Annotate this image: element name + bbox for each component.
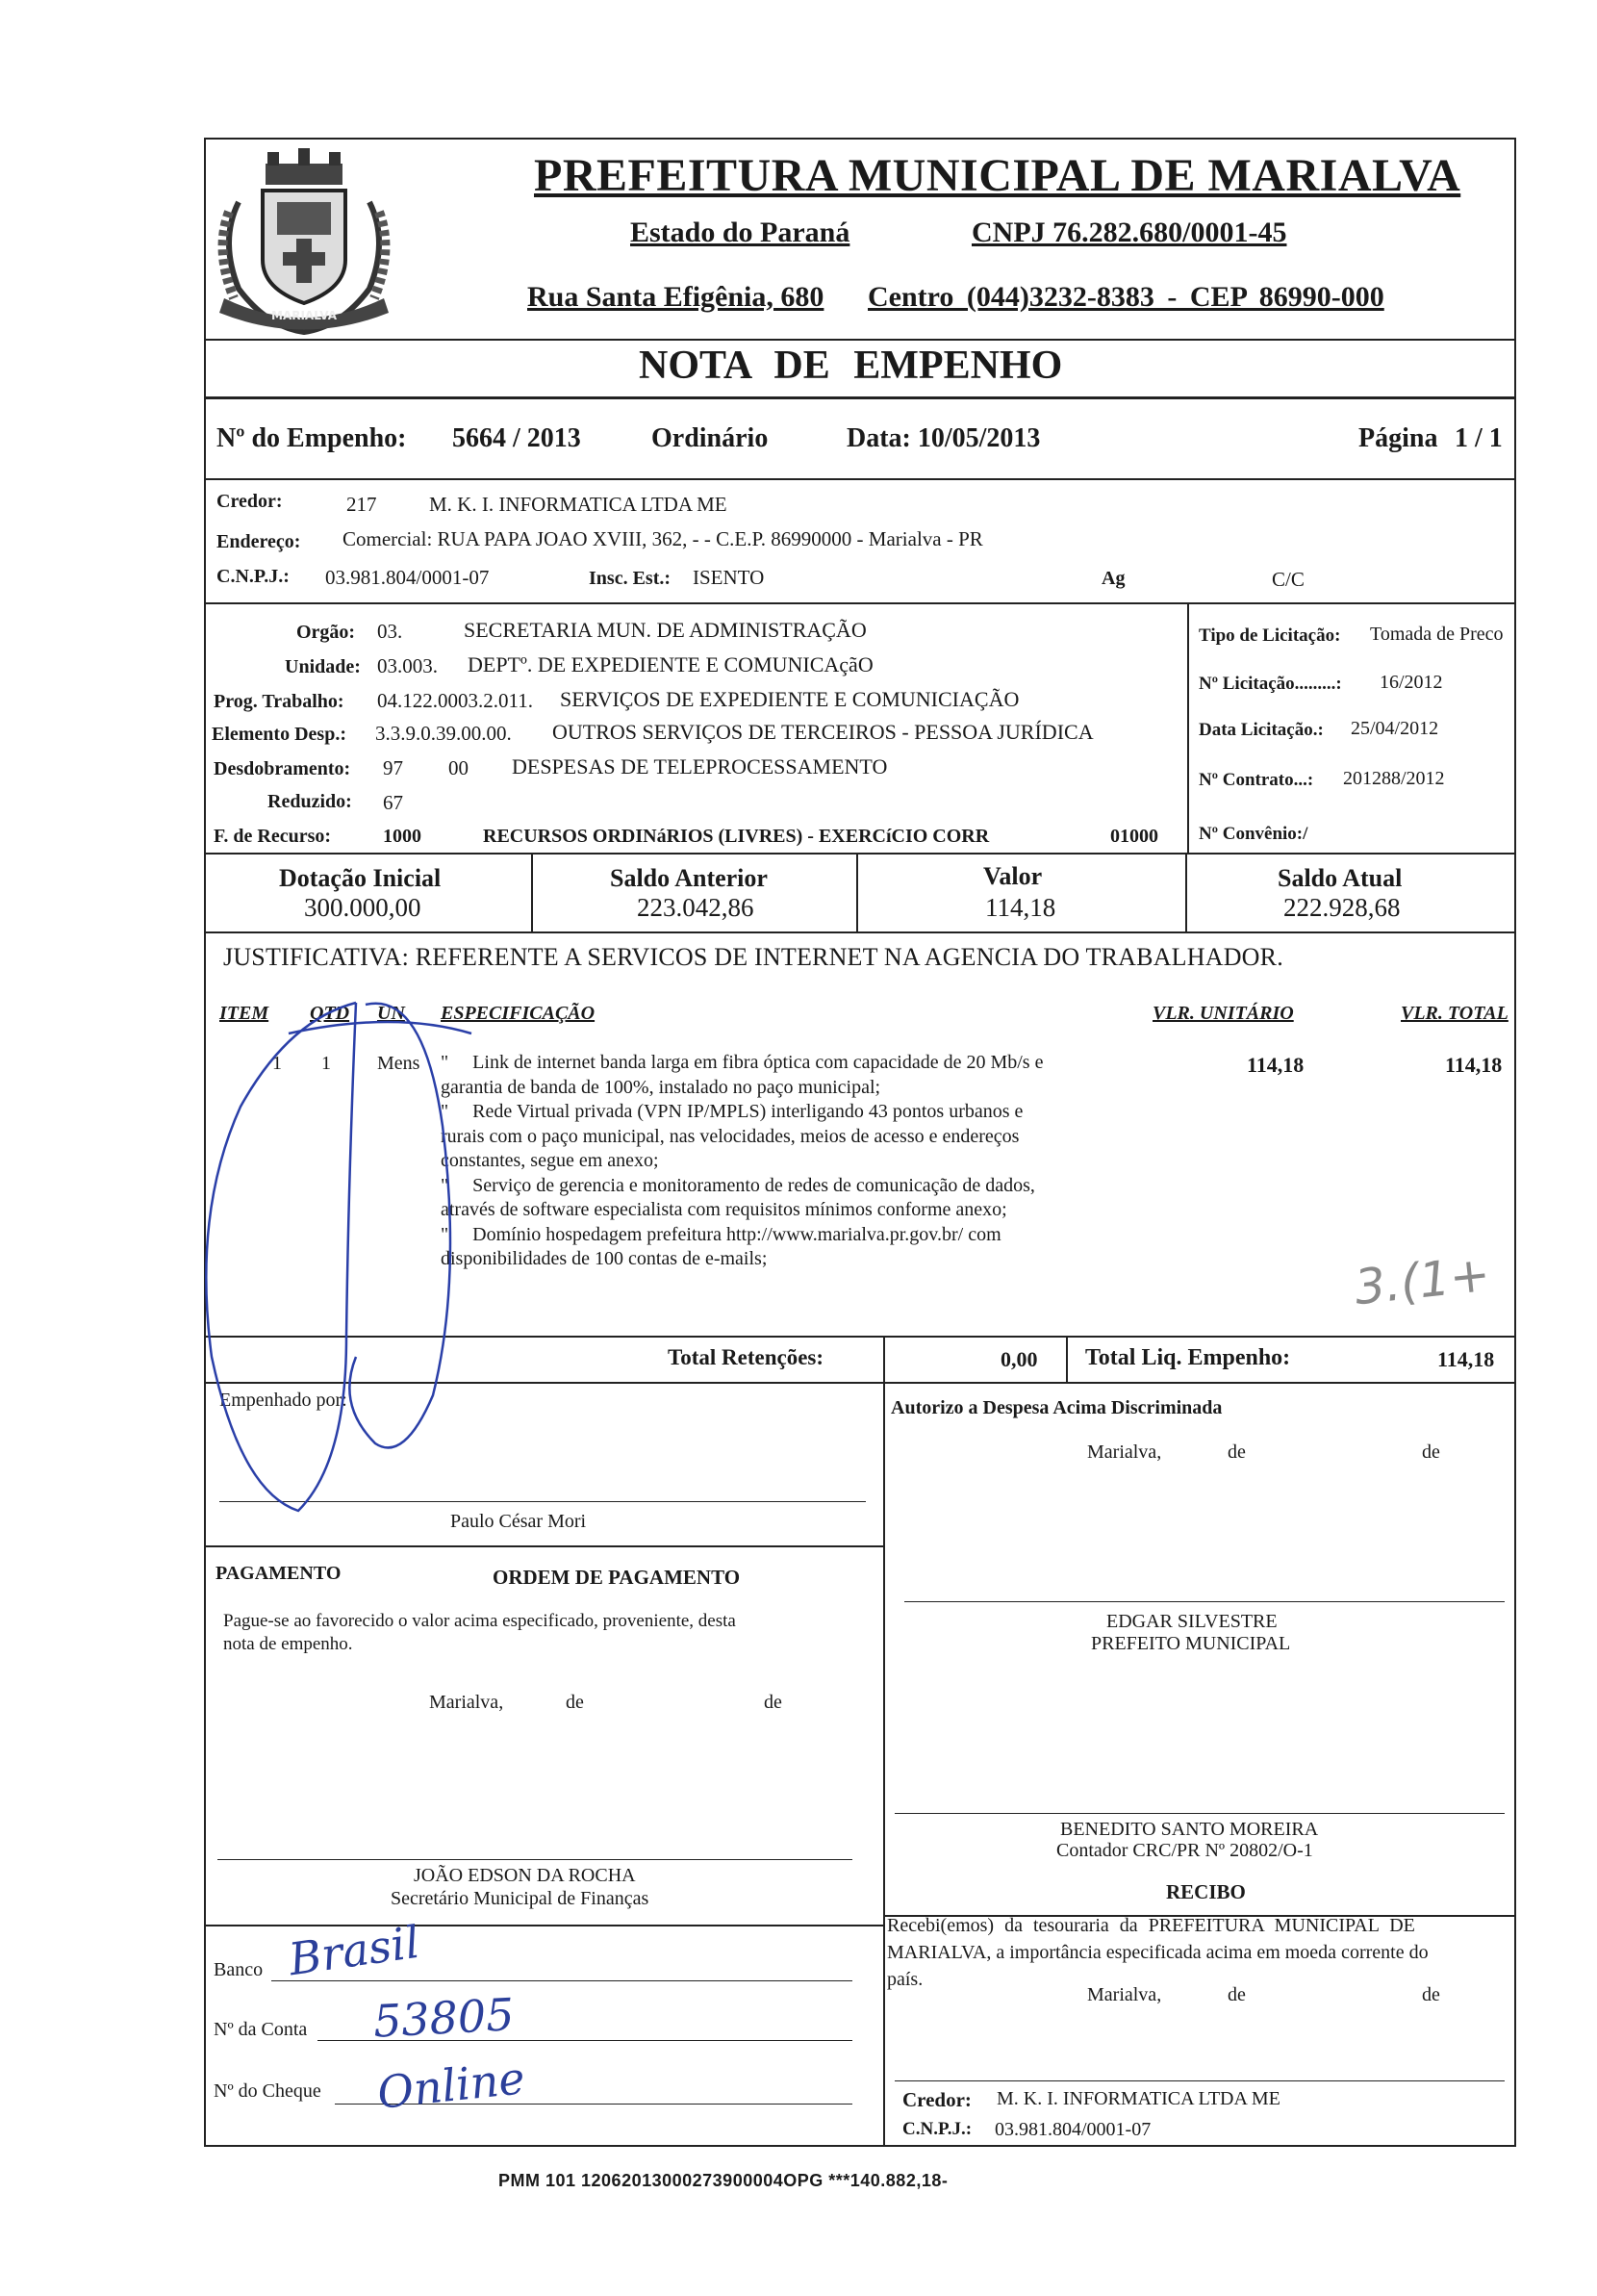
total-liquido-value: 114,18 xyxy=(1437,1347,1495,1371)
col-header-item: ITEM xyxy=(219,1003,269,1024)
autorizo-de-2: de xyxy=(1422,1441,1440,1463)
autorizo-city: Marialva, xyxy=(1087,1441,1162,1463)
spec-line: garantia de banda de 100%, instalado no paço municipal; xyxy=(441,1076,881,1098)
divider xyxy=(1187,602,1189,853)
pagamento-city: Marialva, xyxy=(429,1692,504,1713)
item-vlr-unitario: 114,18 xyxy=(1247,1053,1305,1077)
signature-line xyxy=(217,1859,852,1860)
empenho-type: Ordinário xyxy=(651,423,769,453)
recibo-text-line1: Recebi(emos) da tesouraria da PREFEITURA MUNICIPAL DE xyxy=(887,1915,1415,1936)
saldo-atual-label: Saldo Atual xyxy=(1278,864,1403,892)
elemento-code: 3.3.9.0.39.00.00. xyxy=(375,722,512,745)
empenho-label: Nº do Empenho: xyxy=(216,423,407,453)
orgao-name: SECRETARIA MUN. DE ADMINISTRAÇÃO xyxy=(464,618,867,642)
page-title: PREFEITURA MUNICIPAL DE MARIALVA xyxy=(534,150,1461,201)
recurso-code: 1000 xyxy=(383,826,421,847)
svg-text:MARIALVA: MARIALVA xyxy=(271,309,337,322)
recibo-city: Marialva, xyxy=(1087,1984,1162,2005)
divider xyxy=(1185,853,1187,931)
pagamento-text-line1: Pague-se ao favorecido o valor acima especificado, proveniente, desta xyxy=(223,1611,736,1631)
autorizo-de-1: de xyxy=(1228,1441,1246,1463)
tipo-licitacao-value: Tomada de Preco xyxy=(1370,624,1504,645)
spec-line: " Rede Virtual privada (VPN IP/MPLS) interligando 43 pontos urbanos e xyxy=(441,1101,1024,1122)
unidade-name: DEPTº. DE EXPEDIENTE E COMUNICAçãO xyxy=(468,652,874,676)
saldo-anterior-label: Saldo Anterior xyxy=(610,864,768,892)
signature-line xyxy=(895,1813,1505,1814)
desdobramento-label: Desdobramento: xyxy=(214,758,351,779)
saldo-atual-value: 222.928,68 xyxy=(1283,893,1401,922)
reduzido-label: Reduzido: xyxy=(267,791,352,812)
divider xyxy=(204,931,1516,933)
contrato-label: Nº Contrato...: xyxy=(1199,770,1314,790)
empenho-date: Data: 10/05/2013 xyxy=(847,423,1041,453)
divider xyxy=(531,853,533,931)
prog-label: Prog. Trabalho: xyxy=(214,691,344,712)
divider xyxy=(204,478,1516,480)
contador-name: BENEDITO SANTO MOREIRA xyxy=(1060,1819,1319,1840)
convenio-label: Nº Convênio:/ xyxy=(1199,824,1308,844)
orgao-label: Orgão: xyxy=(296,622,356,643)
prefeito-name: EDGAR SILVESTRE xyxy=(1106,1611,1278,1632)
divider xyxy=(204,396,1516,399)
item-qtd: 1 xyxy=(321,1053,331,1074)
divider xyxy=(204,339,1516,341)
desdobramento-name: DESPESAS DE TELEPROCESSAMENTO xyxy=(512,754,888,778)
endereco-value: Comercial: RUA PAPA JOAO XVIII, 362, - - C.E.P. 86990000 - Marialva - PR xyxy=(342,527,983,550)
empenhado-por-label: Empenhado por: xyxy=(219,1390,347,1411)
recurso-number: 01000 xyxy=(1110,826,1158,847)
total-retencoes-value: 0,00 xyxy=(1001,1347,1038,1371)
dotacao-value: 300.000,00 xyxy=(304,893,421,922)
spec-line: disponibilidades de 100 contas de e-mails; xyxy=(441,1248,768,1269)
recibo-cnpj-label: C.N.P.J.: xyxy=(902,2119,973,2139)
page-label: Página xyxy=(1358,423,1438,453)
col-header-especificacao: ESPECIFICAÇÃO xyxy=(441,1003,596,1024)
recibo-title: RECIBO xyxy=(1166,1880,1246,1903)
reduzido-value: 67 xyxy=(383,791,403,814)
pagamento-de-2: de xyxy=(764,1692,782,1713)
licitacao-number-label: Nº Licitação.........: xyxy=(1199,674,1342,694)
orgao-code: 03. xyxy=(377,620,403,643)
signature-line xyxy=(219,1501,866,1502)
saldo-anterior-value: 223.042,86 xyxy=(637,893,754,922)
divider xyxy=(204,1382,1516,1384)
item-number: 1 xyxy=(272,1053,282,1074)
contact-info: Centro (044)3232-8383 - CEP 86990-000 xyxy=(868,281,1384,313)
signature-line xyxy=(904,1601,1505,1602)
divider xyxy=(204,602,1516,604)
insc-value: ISENTO xyxy=(693,566,765,589)
item-specification xyxy=(441,1051,1135,1272)
elemento-name: OUTROS SERVIÇOS DE TERCEIROS - PESSOA JURÍDICA xyxy=(552,720,1094,744)
item-vlr-total: 114,18 xyxy=(1445,1053,1503,1077)
col-header-qtd: QTD xyxy=(310,1003,350,1024)
prog-code: 04.122.0003.2.011. xyxy=(377,689,533,712)
valor-label: Valor xyxy=(983,862,1043,890)
recibo-credor-label: Credor: xyxy=(902,2088,972,2111)
licitacao-number: 16/2012 xyxy=(1380,672,1443,693)
credor-label: Credor: xyxy=(216,491,283,512)
pagamento-text-line2: nota de empenho. xyxy=(223,1634,353,1654)
divider xyxy=(856,853,858,931)
desdobramento-subcode: 00 xyxy=(448,756,469,779)
prog-name: SERVIÇOS DE EXPEDIENTE E COMUNICIAÇÃO xyxy=(560,687,1020,711)
cnpj-value: 03.981.804/0001-07 xyxy=(325,566,490,589)
prefeito-title: PREFEITO MUNICIPAL xyxy=(1091,1633,1291,1654)
recurso-name: RECURSOS ORDINáRIOS (LIVRES) - EXERCíCIO CORR xyxy=(483,826,990,847)
page-number: 1 / 1 xyxy=(1455,423,1503,453)
recibo-de-1: de xyxy=(1228,1984,1246,2005)
handwritten-conta: 53805 xyxy=(371,1988,516,2048)
contador-title: Contador CRC/PR Nº 20802/O-1 xyxy=(1056,1840,1313,1861)
empenho-number: 5664 / 2013 xyxy=(452,423,581,453)
spec-line: rurais com o paço municipal, nas velocidades, meios de acesso e endereços xyxy=(441,1125,1020,1147)
spec-line: através de software especialista com requisitos mínimos conforme anexo; xyxy=(441,1199,1007,1220)
recibo-de-2: de xyxy=(1422,1984,1440,2005)
recibo-text-line3: país. xyxy=(887,1969,924,1990)
handwritten-cheque: Online xyxy=(374,2052,528,2119)
cnpj-label: C.N.P.J.: xyxy=(216,566,290,587)
conta-corrente-label: C/C xyxy=(1272,568,1305,591)
col-header-vlr-total: VLR. TOTAL xyxy=(1401,1003,1508,1024)
pagamento-label: PAGAMENTO xyxy=(215,1563,342,1584)
cheque-label: Nº do Cheque xyxy=(214,2080,321,2102)
empenhado-por-name: Paulo César Mori xyxy=(450,1511,587,1532)
secretario-title: Secretário Municipal de Finanças xyxy=(391,1888,649,1909)
recurso-label: F. de Recurso: xyxy=(214,826,332,847)
contrato-value: 201288/2012 xyxy=(1343,768,1445,789)
state-name: Estado do Paraná xyxy=(630,217,850,248)
spec-line: " Domínio hospedagem prefeitura http://www.marialva.pr.gov.br/ com xyxy=(441,1223,1001,1245)
credor-name: M. K. I. INFORMATICA LTDA ME xyxy=(429,493,727,516)
divider xyxy=(204,1336,1516,1338)
tipo-licitacao-label: Tipo de Licitação: xyxy=(1199,625,1341,646)
footer-code: PMM 101 12062013000273900004OPG ***140.882,18- xyxy=(498,2171,949,2190)
desdobramento-code: 97 xyxy=(383,756,403,779)
handwritten-banco: Brasil xyxy=(285,1915,423,1986)
endereco-label: Endereço: xyxy=(216,531,301,552)
divider xyxy=(204,853,1516,855)
divider xyxy=(204,1545,883,1547)
item-unit: Mens xyxy=(377,1053,420,1074)
divider xyxy=(883,1336,885,2147)
signature-line xyxy=(895,2080,1505,2081)
unidade-label: Unidade: xyxy=(285,656,361,677)
spec-line: constantes, segue em anexo; xyxy=(441,1150,659,1171)
credor-code: 217 xyxy=(346,493,377,516)
recibo-cnpj-value: 03.981.804/0001-07 xyxy=(995,2119,1152,2140)
banco-label: Banco xyxy=(214,1959,264,1980)
agencia-label: Ag xyxy=(1102,568,1126,589)
valor-value: 114,18 xyxy=(985,893,1056,922)
justificativa-text: JUSTIFICATIVA: REFERENTE A SERVICOS DE INTERNET NA AGENCIA DO TRABALHADOR. xyxy=(223,943,1283,971)
recibo-text-line2: MARIALVA, a importância especificada acima em moeda corrente do xyxy=(887,1942,1429,1963)
coat-of-arms-logo xyxy=(210,144,398,337)
data-licitacao-label: Data Licitação.: xyxy=(1199,720,1324,740)
secretario-name: JOÃO EDSON DA ROCHA xyxy=(414,1865,636,1886)
elemento-label: Elemento Desp.: xyxy=(212,724,346,745)
total-liquido-label: Total Liq. Empenho: xyxy=(1085,1345,1291,1370)
document-title: NOTA DE EMPENHO xyxy=(639,344,1063,388)
autorizo-text: Autorizo a Despesa Acima Discriminada xyxy=(891,1397,1223,1418)
dotacao-label: Dotação Inicial xyxy=(279,864,442,892)
conta-label: Nº da Conta xyxy=(214,2019,308,2040)
unidade-code: 03.003. xyxy=(377,654,438,677)
spec-line: " Link de internet banda larga em fibra óptica com capacidade de 20 Mb/s e xyxy=(441,1052,1044,1073)
recibo-credor-name: M. K. I. INFORMATICA LTDA ME xyxy=(997,2088,1280,2109)
street-address: Rua Santa Efigênia, 680 xyxy=(527,281,824,313)
spec-line: " Serviço de gerencia e monitoramento de redes de comunicação de dados, xyxy=(441,1174,1035,1196)
data-licitacao-value: 25/04/2012 xyxy=(1351,718,1439,739)
banco-line xyxy=(271,1980,852,1981)
col-header-un: UN xyxy=(377,1003,405,1024)
handwritten-note: 3.(1+ xyxy=(1352,1245,1493,1316)
ordem-pagamento-label: ORDEM DE PAGAMENTO xyxy=(493,1566,741,1589)
divider xyxy=(204,1925,883,1926)
divider xyxy=(1066,1336,1068,1382)
cnpj-header: CNPJ 76.282.680/0001-45 xyxy=(972,217,1287,248)
total-retencoes-label: Total Retenções: xyxy=(668,1345,824,1369)
col-header-vlr-unitario: VLR. UNITÁRIO xyxy=(1153,1003,1294,1024)
insc-label: Insc. Est.: xyxy=(589,568,672,589)
pagamento-de-1: de xyxy=(566,1692,584,1713)
